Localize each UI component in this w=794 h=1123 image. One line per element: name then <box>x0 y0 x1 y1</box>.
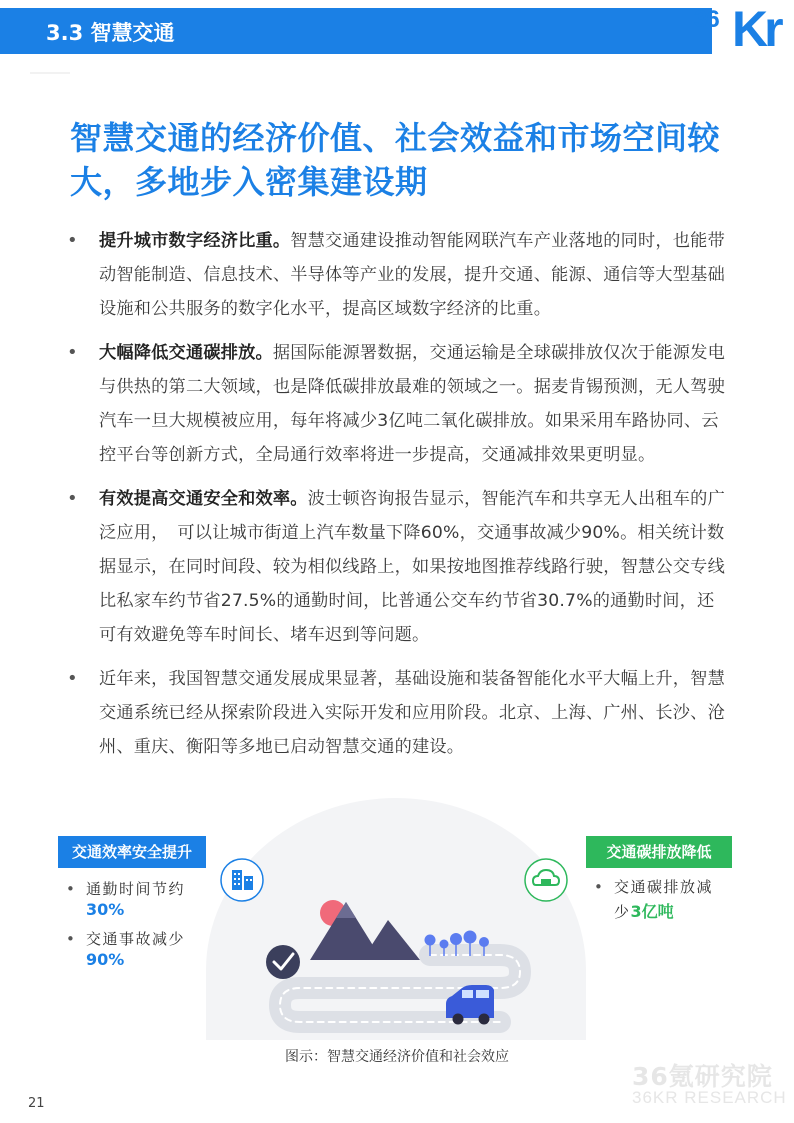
page-title-line-2: 大，多地步入密集建设期 <box>70 163 428 201</box>
divider <box>30 72 70 74</box>
carbon-stat-line2 <box>614 900 674 924</box>
bullet-dot: • <box>67 488 78 509</box>
illustration-figure <box>0 790 794 1123</box>
36kr-logo <box>694 1 794 57</box>
carbon-label-line2: 少 <box>614 903 631 921</box>
commute-time-label: 通勤时间节约 <box>86 880 186 898</box>
bullet-paragraph <box>99 336 730 472</box>
bullet-heading: 提升城市数字经济比重。 <box>99 231 291 251</box>
carbon-label-line1: 交通碳排放减 <box>614 878 714 896</box>
bullet-item <box>64 336 730 472</box>
accident-label: 交通事故减少 <box>86 930 186 948</box>
section-header-bar <box>0 8 712 54</box>
logo-letters: Kr <box>732 1 780 57</box>
bullet-dot: • <box>67 342 78 363</box>
carbon-value: 3亿吨 <box>630 902 674 921</box>
page-number: 21 <box>28 1096 45 1111</box>
efficiency-safety-label: 交通效率安全提升 <box>58 836 206 868</box>
building-icon <box>221 859 263 901</box>
bullet-heading: 大幅降低交通碳排放。 <box>99 343 273 363</box>
carbon-stat <box>594 876 714 899</box>
page-title-line-1: 智慧交通的经济价值、社会效益和市场空间较 <box>70 119 721 157</box>
bullet-item <box>64 482 730 652</box>
bullet-text: 波士顿咨询报告显示，智能汽车和共享无人出租车的广泛应用， 可以让城市街道上汽车数量下降60%，交通事故减少90%。相关统计数据显示，在同时间段、较为相似线路上，如果按地图推荐线路行驶，智慧公交专线比私家车约节省27.5%的通勤时间，比普通公交车约节省30.7%的通勤时间，还可有效避免等车时间长、堵车迟到等问题。 <box>99 489 725 645</box>
section-title: 3.3 智慧交通 <box>46 21 175 45</box>
bullet-dot: • <box>67 668 78 689</box>
bullet-dot: • <box>66 880 77 898</box>
bullet-text: 据国际能源署数据，交通运输是全球碳排放仅次于能源发电与供热的第二大领域，也是降低碳排放最难的领域之一。据麦肯锡预测，无人驾驶汽车一旦大规模被应用，每年将减少3亿吨二氧化碳排放。如果采用车路协同、云控平台等创新方式，全局通行效率将进一步提高，交通减排效果更明显。 <box>99 343 725 465</box>
watermark-cn: 36氪研究院 <box>632 1062 773 1091</box>
figure-caption: 图示：智慧交通经济价值和社会效应 <box>285 1049 509 1065</box>
commute-time-value: 30% <box>86 900 125 919</box>
bullet-dot: • <box>594 878 605 896</box>
bullet-item <box>64 662 730 764</box>
bullet-dot: • <box>66 930 77 948</box>
watermark-en: 36KR RESEARCH <box>632 1088 787 1107</box>
bullet-text: 近年来，我国智慧交通发展成果显著，基础设施和装备智能化水平大幅上升，智慧交通系统已经从探索阶段进入实际开发和应用阶段。北京、上海、广州、长沙、沧州、重庆、衡阳等多地已启动智慧交通的建设。 <box>99 669 725 757</box>
accident-stat <box>66 928 186 951</box>
bullet-list <box>64 224 730 774</box>
cloud-car-icon <box>525 859 567 901</box>
bullet-paragraph <box>99 482 730 652</box>
page-title <box>70 116 750 204</box>
commute-time-stat <box>66 878 186 901</box>
checkmark-icon <box>266 945 300 979</box>
bullet-dot: • <box>67 230 78 251</box>
bullet-text: 智慧交通建设推动智能网联汽车产业落地的同时，也能带动智能制造、信息技术、半导体等产业的发展，提升交通、能源、通信等大型基础设施和公共服务的数字化水平，提高区域数字经济的比重。 <box>99 231 725 319</box>
bullet-paragraph <box>99 224 730 326</box>
carbon-reduction-label: 交通碳排放降低 <box>586 836 732 868</box>
logo-number: 36 <box>694 6 719 33</box>
bullet-heading: 有效提高交通安全和效率。 <box>99 489 308 509</box>
accident-value: 90% <box>86 950 125 969</box>
bullet-paragraph <box>99 662 730 764</box>
bullet-item <box>64 224 730 326</box>
background-arch <box>206 798 586 1040</box>
